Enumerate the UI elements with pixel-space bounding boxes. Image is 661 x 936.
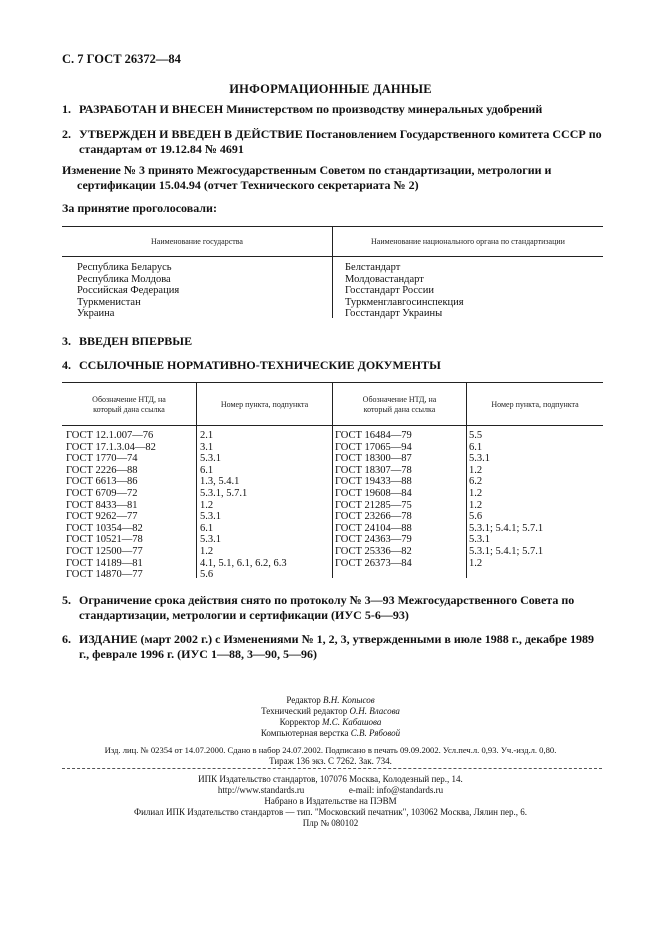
voted-label: За принятие проголосовали:	[62, 201, 217, 215]
organ-name: Госстандарт Украины	[345, 308, 443, 320]
ref-clause: 6.1	[469, 441, 483, 453]
item-3	[62, 334, 607, 349]
imprint-license: Плр № 080102	[302, 818, 359, 828]
ref-clause: 5.3.1; 5.4.1; 5.7.1	[469, 522, 544, 534]
ref-doc: ГОСТ 12.1.007—76	[66, 430, 154, 441]
item-1-number: 1.	[62, 102, 71, 116]
refs-header-line: Обозначение НТД, на	[362, 395, 437, 404]
ref-clause: 5.3.1, 5.7.1	[200, 487, 248, 499]
item-6	[62, 632, 607, 661]
ref-doc: ГОСТ 17065—94	[335, 441, 412, 453]
ref-doc: ГОСТ 6613—86	[66, 476, 138, 488]
ref-clause: 5.3.1	[200, 534, 221, 546]
refs-table-divider-3	[466, 382, 467, 578]
states-header-state: Наименование государства	[151, 237, 243, 246]
refs-header-line: Обозначение НТД, на	[92, 395, 166, 404]
refs-left-docs	[66, 430, 156, 581]
item-1-text: РАЗРАБОТАН И ВНЕСЕН Министерством по производству минеральных удобрений	[79, 102, 543, 116]
ref-clause: 6.1	[200, 522, 214, 534]
ref-doc: ГОСТ 19433—88	[335, 476, 412, 488]
ref-doc: ГОСТ 19608—84	[335, 487, 412, 499]
credit-name: О.Н. Власова	[349, 706, 400, 716]
credit-name: В.Н. Копысов	[323, 695, 375, 705]
ref-doc: ГОСТ 9262—77	[66, 511, 138, 523]
credit-tech-editor	[0, 706, 661, 717]
ref-doc: ГОСТ 23266—78	[335, 511, 412, 523]
state-name: Туркменистан	[77, 296, 141, 308]
item-6-number: 6.	[62, 632, 71, 646]
item-4-number: 4.	[62, 358, 71, 372]
ref-clause: 1.2	[200, 499, 214, 511]
ref-clause: 1.2	[200, 545, 214, 557]
organ-name: Туркменглавгосинспекция	[345, 296, 464, 308]
refs-left-clauses	[200, 430, 287, 581]
organs-list	[345, 262, 464, 320]
ref-clause: 5.3.1	[200, 511, 221, 523]
ref-clause: 5.3.1	[469, 453, 490, 465]
refs-header-designation-left	[62, 395, 196, 415]
organ-name: Молдовастандарт	[345, 273, 424, 285]
ref-doc: ГОСТ 21285—75	[335, 499, 412, 511]
ref-doc: ГОСТ 8433—81	[66, 499, 138, 511]
ref-clause: 6.1	[200, 464, 214, 476]
imprint-line-1: Изд. лиц. № 02354 от 14.07.2000. Сдано в набор 24.07.2002. Подписано в печать 09.09.2002. Усл.печ.л. 0,93. Уч.-изд.л. 0,80.	[104, 745, 557, 755]
refs-header-clause-left: Номер пункта, подпункта	[220, 400, 309, 409]
ref-clause: 3.1	[200, 441, 214, 453]
item-5-number: 5.	[62, 593, 71, 607]
ref-doc: ГОСТ 24104—88	[335, 522, 412, 534]
item-3-number: 3.	[62, 334, 71, 348]
credit-label: Корректор	[279, 717, 320, 727]
item-2-number: 2.	[62, 127, 71, 141]
credit-label: Компьютерная верстка	[260, 728, 349, 738]
credit-name: М.С. Кабашова	[321, 717, 382, 727]
imprint-contacts	[0, 785, 661, 796]
item-1	[62, 102, 607, 117]
ref-doc: ГОСТ 2226—88	[66, 464, 138, 476]
state-name: Республика Молдова	[77, 273, 171, 285]
amendment-note	[62, 163, 607, 192]
credit-name: С.В. Рябовой	[350, 728, 401, 738]
credit-editor	[0, 695, 661, 706]
refs-header-line: который дана ссылка	[363, 405, 436, 414]
ref-doc: ГОСТ 10521—78	[66, 534, 143, 546]
item-3-text: ВВЕДЕН ВПЕРВЫЕ	[79, 334, 193, 348]
item-5-text: Ограничение срока действия снято по протоколу № 3—93 Межгосударственного Совета по стандартизации, метрологии и сертификации (ИУС 5-6—93)	[79, 593, 575, 622]
ref-clause: 1.2	[469, 487, 483, 499]
ref-clause: 1.2	[469, 557, 483, 569]
ref-doc: ГОСТ 6709—72	[66, 487, 138, 499]
ref-clause: 5.3.1	[469, 534, 490, 546]
organ-name: Белстандарт	[345, 262, 401, 273]
refs-table-divider-1	[196, 382, 197, 578]
item-4-text: ССЫЛОЧНЫЕ НОРМАТИВНО-ТЕХНИЧЕСКИЕ ДОКУМЕНТЫ	[79, 358, 441, 372]
refs-header-line: который дана ссылка	[93, 405, 165, 414]
state-name: Украина	[77, 308, 115, 320]
imprint-line-2: Тираж 136 экз. С 7262. Зак. 734.	[269, 756, 392, 766]
ref-doc: ГОСТ 1770—74	[66, 453, 138, 465]
credit-label: Технический редактор	[261, 706, 348, 716]
ref-doc: ГОСТ 18307—78	[335, 464, 412, 476]
credit-layout	[0, 728, 661, 739]
ref-doc: ГОСТ 12500—77	[66, 545, 143, 557]
ref-doc: ГОСТ 17.1.3.04—82	[66, 441, 156, 453]
state-name: Республика Беларусь	[77, 262, 172, 273]
credit-corrector	[0, 717, 661, 728]
ref-clause: 5.6	[469, 511, 483, 523]
ref-doc: ГОСТ 26373—84	[335, 557, 412, 569]
ref-clause: 1.3, 5.4.1	[200, 476, 240, 488]
email-link[interactable]: e-mail: info@standards.ru	[348, 785, 444, 795]
item-2	[62, 127, 607, 156]
ref-clause: 5.5	[469, 430, 483, 441]
ref-doc: ГОСТ 14189—81	[66, 557, 143, 569]
item-5	[62, 593, 607, 622]
refs-header-clause-right: Номер пункта, подпункта	[491, 400, 579, 409]
states-list	[77, 262, 179, 320]
ref-doc: ГОСТ 16484—79	[335, 430, 412, 441]
imprint-publisher: ИПК Издательство стандартов, 107076 Москва, Колодезный пер., 14.	[198, 774, 463, 784]
section-title: ИНФОРМАЦИОННЫЕ ДАННЫЕ	[229, 82, 432, 96]
ref-doc: ГОСТ 25336—82	[335, 545, 412, 557]
ref-clause: 5.6	[200, 569, 214, 581]
credit-label: Редактор	[286, 695, 321, 705]
state-name: Российская Федерация	[77, 285, 180, 297]
ref-clause: 6.2	[469, 476, 483, 488]
refs-header-designation-right	[333, 395, 466, 415]
ref-clause: 1.2	[469, 464, 483, 476]
ref-clause: 5.3.1	[200, 453, 221, 465]
ref-doc: ГОСТ 10354—82	[66, 522, 143, 534]
organ-name: Госстандарт России	[345, 285, 434, 297]
ref-clause: 2.1	[200, 430, 214, 441]
imprint-typeset: Набрано в Издательстве на ПЭВМ	[264, 796, 397, 806]
item-6-text: ИЗДАНИЕ (март 2002 г.) с Изменениями № 1, 2, 3, утвержденными в июле 1988 г., декабре 1989 г., феврале 1996 г. (ИУС 1—88, 3—90, 5—96)	[79, 632, 594, 661]
website-link[interactable]: http://www.standards.ru	[217, 785, 305, 795]
ref-doc: ГОСТ 24363—79	[335, 534, 412, 546]
ref-doc: ГОСТ 14870—77	[66, 569, 143, 581]
item-2-text: УТВЕРЖДЕН И ВВЕДЕН В ДЕЙСТВИЕ Постановлением Государственного комитета СССР по стандартам от 19.12.84 № 4691	[79, 127, 602, 156]
ref-doc: ГОСТ 18300—87	[335, 453, 412, 465]
amendment-text: Изменение № 3 принято Межгосударственным Советом по стандартизации, метрологии и сертификации 15.04.94 (отчет Технического секретариата № 2)	[62, 163, 552, 192]
ref-clause: 5.3.1; 5.4.1; 5.7.1	[469, 545, 544, 557]
imprint-divider	[62, 768, 602, 769]
item-4	[62, 358, 607, 373]
page-header: С. 7 ГОСТ 26372—84	[62, 52, 181, 66]
imprint-branch: Филиал ИПК Издательство стандартов — тип. "Московский печатник", 103062 Москва, Лялин пер., 6.	[133, 807, 528, 817]
refs-right-clauses	[469, 430, 543, 569]
states-header-organ: Наименование национального органа по стандартизации	[371, 237, 565, 246]
refs-right-docs	[335, 430, 412, 569]
ref-clause: 1.2	[469, 499, 483, 511]
ref-clause: 4.1, 5.1, 6.1, 6.2, 6.3	[200, 557, 287, 569]
